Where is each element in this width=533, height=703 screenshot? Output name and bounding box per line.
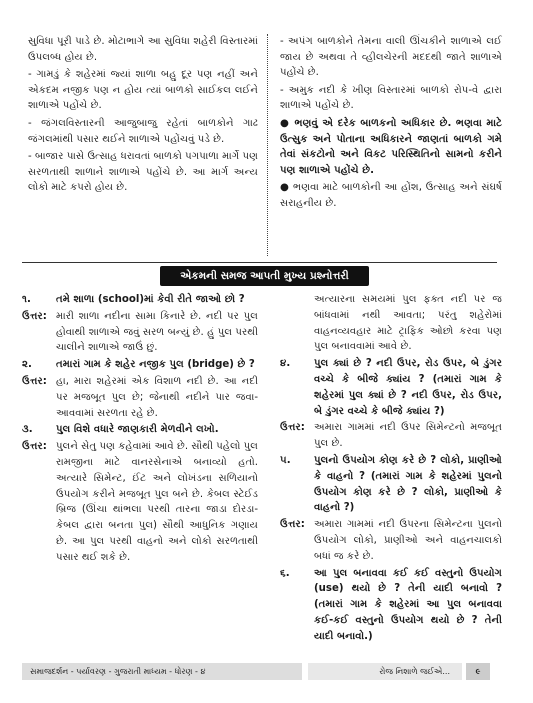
item-text: અમારા ગામમાં નદી ઉપર સિમેન્ટનો મજબૂત પુલ છે. [314,422,502,450]
item-text: પુલ ક્યાં છે ? નદી ઉપર, રોડ ઉપર, બે ડુંગર વચ્ચે કે બીજે ક્યાંય ? (તમારાં ગામ કે શહેરમાં પુલ ક્યાં છે ? નદી ઉપર, રોડ ઉપર, બે ડુંગર વચ્ચે કે બીજે ક્યાંય ?) [314,358,502,417]
item-text: આ પુલ બનાવવા કઈ કઈ વસ્તુનો ઉપયોગ (use) થયો છે ? તેની યાદી બનાવો ? (તમારાં ગામ કે શહેરમાં આ પુલ બનાવવા કઈ-કઈ વસ્તુનો ઉપયોગ થયો છે ? તેની યાદી બનાવો.) [314,567,502,642]
item-number: ૪. [280,358,291,370]
item-number [280,292,314,355]
item-number: ૫. [280,454,291,466]
top-right-paragraph: ● ભણવું એ દરેક બાળકનો અધિકાર છે. ભણવા માટે ઉત્સુક અને પોતાના અધિકારને જાણતાં બાળકો ગમે તેવાં સંકટોનો અને વિકટ પરિસ્થિતિનો સામનો કરીને પણ શાળાએ પહોંચે છે. [280,117,502,176]
item-number: ૨. [22,359,32,371]
answer-row [22,309,258,356]
question-row [22,357,258,373]
answer-row [22,439,258,565]
question-row [280,292,502,355]
item-number: ઉત્તર: [22,375,47,387]
page-footer [22,663,490,680]
item-text: તમારાં ગામ કે શહેર નજીક પુલ (bridge) છે ? [56,359,255,371]
item-number: ઉત્તર: [280,519,305,531]
top-right-paragraph: ● ભણવા માટે બાળકોની આ હોંશ, ઉત્સાહ અને સંઘર્ષ સરાહનીય છે. [280,182,502,209]
footer-chapter-title: રોજ નિશાળે જઈએ... [308,663,462,680]
answer-row [280,420,502,452]
top-right-paragraph: - અમુક નદી કે ખીણ વિસ્તારમાં બાળકો રોપ-વે દ્વારા શાળાએ પહોંચે છે. [280,84,502,112]
qa-right-column [280,292,502,646]
answer-row [280,517,502,564]
question-row [280,356,502,419]
item-number: ઉત્તર: [22,310,47,322]
question-row [22,292,258,308]
section-banner: એકમની સમજ આપતી મુખ્ય પ્રશ્નોત્તરી [160,266,369,286]
question-row [22,422,258,438]
item-number: ૬. [280,567,290,579]
item-text: હા, મારા શહેરમાં એક વિશાળ નદી છે. આ નદી પર મજબૂત પુલ છે; જેનાથી નદીને પાર જવા-આવવામાં સરળતા રહે છે. [56,375,258,419]
item-number: ઉત્તર: [280,422,305,434]
section-frame-line [22,262,497,263]
question-row [280,566,502,645]
item-text: પુલ વિશે વધારે જાણકારી મેળવીને લખો. [56,424,219,436]
top-left-paragraph: - ગામડું કે શહેરમાં જ્યાં શાળા બહુ દૂર પણ નહીં અને એકદમ નજીક પણ ન હોય ત્યાં બાળકો સાઈકલ લઈને શાળાએ પહોંચે છે. [28,69,258,112]
page-number: ૯ [466,663,490,680]
top-left-paragraph: - બાજાર પાસે ઉત્સાહ ધરાવતાં બાળકો પગપાળા માર્ગે પણ સરળતાથી શાળાને શાળાએ પહોંચે છે. આ માર્ગ અન્ય લોકો માટે કપરો હોય છે. [28,151,258,194]
item-text: અત્યારના સમયમાં પુલ ફક્ત નદી પર જ બાંધવામાં નથી આવતા; પરંતુ શહેરોમાં વાહનવ્યવહાર માટે ટ્રાફિક ઓછો કરવા પણ પુલ બનાવવામાં આવે છે. [314,294,502,353]
item-number: ૩. [22,424,33,436]
column-divider [267,34,268,256]
qa-left-column [22,292,258,567]
top-right-paragraph: - અપંગ બાળકોને તેમના વાલી ઊંચકીને શાળાએ લઈ જાય છે અથવા તે વ્હીલચેરની મદદથી જાતે શાળાએ પહોંચે છે. [280,36,502,79]
top-right-column [280,34,502,214]
item-text: પુલનો ઉપયોગ કોણ કરે છે ? લોકો, પ્રાણીઓ કે વાહનો ? (તમારાં ગામ કે શહેરમાં પુલનો ઉપયોગ કોણ કરે છે ? લોકો, પ્રાણીઓ કે વાહનો ?) [314,454,502,514]
item-text: અમારા ગામમાં નદી ઉપરના સિમેન્ટના પુલનો ઉપયોગ લોકો, પ્રાણીઓ અને વાહનચાલકો બધાં જ કરે છે. [314,519,502,562]
item-text: મારી શાળા નદીના સામા કિનારે છે. નદી પર પુલ હોવાથી શાળાએ જવું સરળ બન્યું છે. હું પુલ પરથી ચાલીને શાળાએ જાઉં છું. [56,310,258,354]
footer-book-title: સમાજદર્શન - પર્યાવરણ - ગુજરાતી માધ્યમ - ધોરણ - ૪ [22,663,302,680]
question-row [280,453,502,516]
item-text: પુલને સેતુ પણ કહેવામાં આવે છે. સૌથી પહેલો પુલ રામજીના માટે વાનરસેનાએ બનાવ્યો હતો. અત્યારે સિમેન્ટ, ઈંટ અને લોખંડના સળિયાનો ઉપયોગ કરીને મજબૂત પુલ બને છે. કેબલ સ્ટેઈડ બ્રિજ (ઊંચા થાંભલા પરથી તારના જાડા દોરડા-કેબલ દ્વારા બનતા પુલ) સૌથી આધુનિક ગણાય છે. આ પુલ પરથી વાહનો અને લોકો સરળતાથી પસાર થઈ શકે છે. [56,441,258,563]
top-left-paragraph: - જંગલવિસ્તારની આજુબાજુ રહેતાં બાળકોને ગાઢ જંગલમાંથી પસાર થઈને શાળાએ પહોંચવું પડે છે. [28,117,258,145]
top-left-paragraph: સુવિધા પૂરી પાડે છે. મોટાભાગે આ સુવિધા શહેરી વિસ્તારમાં ઉપલબ્ધ હોય છે. [28,36,258,63]
top-left-column [28,34,258,198]
item-number: ૧. [22,294,31,305]
answer-row [22,374,258,421]
item-text: તમે શાળા (school)માં કેવી રીતે જાઓ છો ? [56,294,245,305]
item-number: ઉત્તર: [22,441,47,453]
